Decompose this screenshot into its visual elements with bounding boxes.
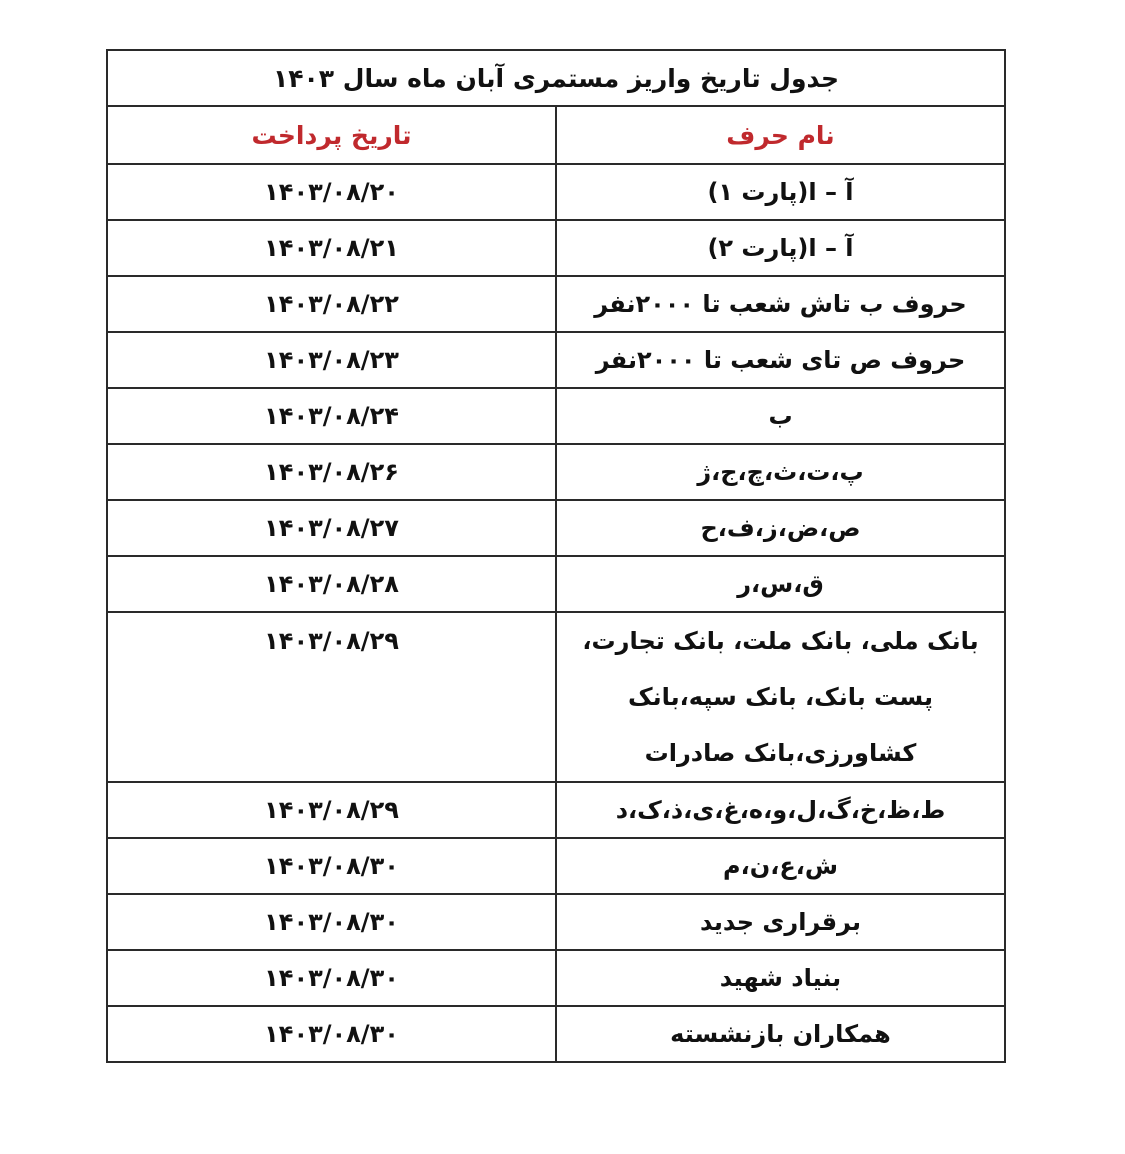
row-name-cell [556, 894, 1005, 950]
row-name: پ،ت،ث،چ،ج،ژ [697, 458, 864, 486]
row-date-cell [107, 332, 556, 388]
row-name-cell [556, 500, 1005, 556]
row-name-cell [556, 782, 1005, 838]
table-row [107, 444, 1005, 500]
row-date: ۱۴۰۳/۰۸/۲۱ [264, 234, 399, 262]
row-name-cell [556, 1006, 1005, 1062]
row-name: حروف ب تاش شعب تا ۲۰۰۰نفر [594, 290, 967, 318]
row-name-cell [556, 838, 1005, 894]
row-name: ب [768, 402, 793, 430]
row-name: ص،ض،ز،ف،ح [700, 514, 861, 542]
row-date-cell [107, 612, 556, 782]
row-name-cell [556, 164, 1005, 220]
row-date: ۱۴۰۳/۰۸/۳۰ [264, 852, 399, 880]
row-name-cell [556, 332, 1005, 388]
header-row [107, 106, 1005, 164]
row-date: ۱۴۰۳/۰۸/۲۶ [264, 458, 399, 486]
table-row [107, 782, 1005, 838]
payment-schedule-table [106, 49, 1006, 1063]
row-date: ۱۴۰۳/۰۸/۲۳ [264, 346, 399, 374]
row-name: بنیاد شهید [719, 964, 842, 992]
table-row [107, 220, 1005, 276]
row-name: حروف ص تای شعب تا ۲۰۰۰نفر [595, 346, 966, 374]
table-row [107, 332, 1005, 388]
row-date-cell [107, 1006, 556, 1062]
row-date-cell [107, 500, 556, 556]
row-name-cell [556, 276, 1005, 332]
column-header-date: تاریخ پرداخت [107, 106, 556, 164]
row-date-cell [107, 782, 556, 838]
row-date-cell [107, 444, 556, 500]
table-row [107, 1006, 1005, 1062]
table-body [107, 164, 1005, 1062]
table-row [107, 894, 1005, 950]
row-name: ش،ع،ن،م [723, 852, 838, 880]
row-date: ۱۴۰۳/۰۸/۲۹ [264, 627, 399, 655]
table-title: جدول تاریخ واریز مستمری آبان ماه سال ۱۴۰۳ [107, 50, 1005, 106]
row-name: همکاران بازنشسته [670, 1020, 891, 1048]
row-name: بانک ملی، بانک ملت، بانک تجارت، پست بانک، بانک سپه،بانک کشاورزی،بانک صادرات [582, 627, 979, 767]
row-name-cell [556, 388, 1005, 444]
row-date: ۱۴۰۳/۰۸/۲۸ [264, 570, 399, 598]
table-row [107, 612, 1005, 782]
row-date-cell [107, 164, 556, 220]
row-date-cell [107, 894, 556, 950]
column-header-name: نام حرف [556, 106, 1005, 164]
table-row [107, 950, 1005, 1006]
row-date-cell [107, 220, 556, 276]
table-row [107, 388, 1005, 444]
table-row [107, 838, 1005, 894]
title-row [107, 50, 1005, 106]
row-date: ۱۴۰۳/۰۸/۳۰ [264, 964, 399, 992]
row-date: ۱۴۰۳/۰۸/۳۰ [264, 1020, 399, 1048]
row-date-cell [107, 276, 556, 332]
table-row [107, 500, 1005, 556]
table-row [107, 164, 1005, 220]
row-date: ۱۴۰۳/۰۸/۳۰ [264, 908, 399, 936]
table-row [107, 276, 1005, 332]
row-date-cell [107, 388, 556, 444]
row-name: ط،ظ،خ،گ،ل،و،ه،غ،ی،ذ،ک،د [615, 796, 946, 824]
row-date-cell [107, 556, 556, 612]
table-row [107, 556, 1005, 612]
row-name: ق،س،ر [737, 570, 824, 598]
row-date: ۱۴۰۳/۰۸/۲۰ [264, 178, 399, 206]
row-name-cell [556, 444, 1005, 500]
row-date: ۱۴۰۳/۰۸/۲۴ [264, 402, 399, 430]
row-date: ۱۴۰۳/۰۸/۲۷ [264, 514, 399, 542]
row-date-cell [107, 838, 556, 894]
row-name: آ – ا(پارت ۱) [707, 178, 854, 206]
row-name-cell [556, 612, 1005, 782]
row-date-cell [107, 950, 556, 1006]
row-name-cell [556, 220, 1005, 276]
row-name: آ – ا(پارت ۲) [707, 234, 854, 262]
row-name: برقراری جدید [699, 908, 861, 936]
row-date: ۱۴۰۳/۰۸/۲۲ [264, 290, 399, 318]
row-name-cell [556, 556, 1005, 612]
row-date: ۱۴۰۳/۰۸/۲۹ [264, 796, 399, 824]
row-name-cell [556, 950, 1005, 1006]
